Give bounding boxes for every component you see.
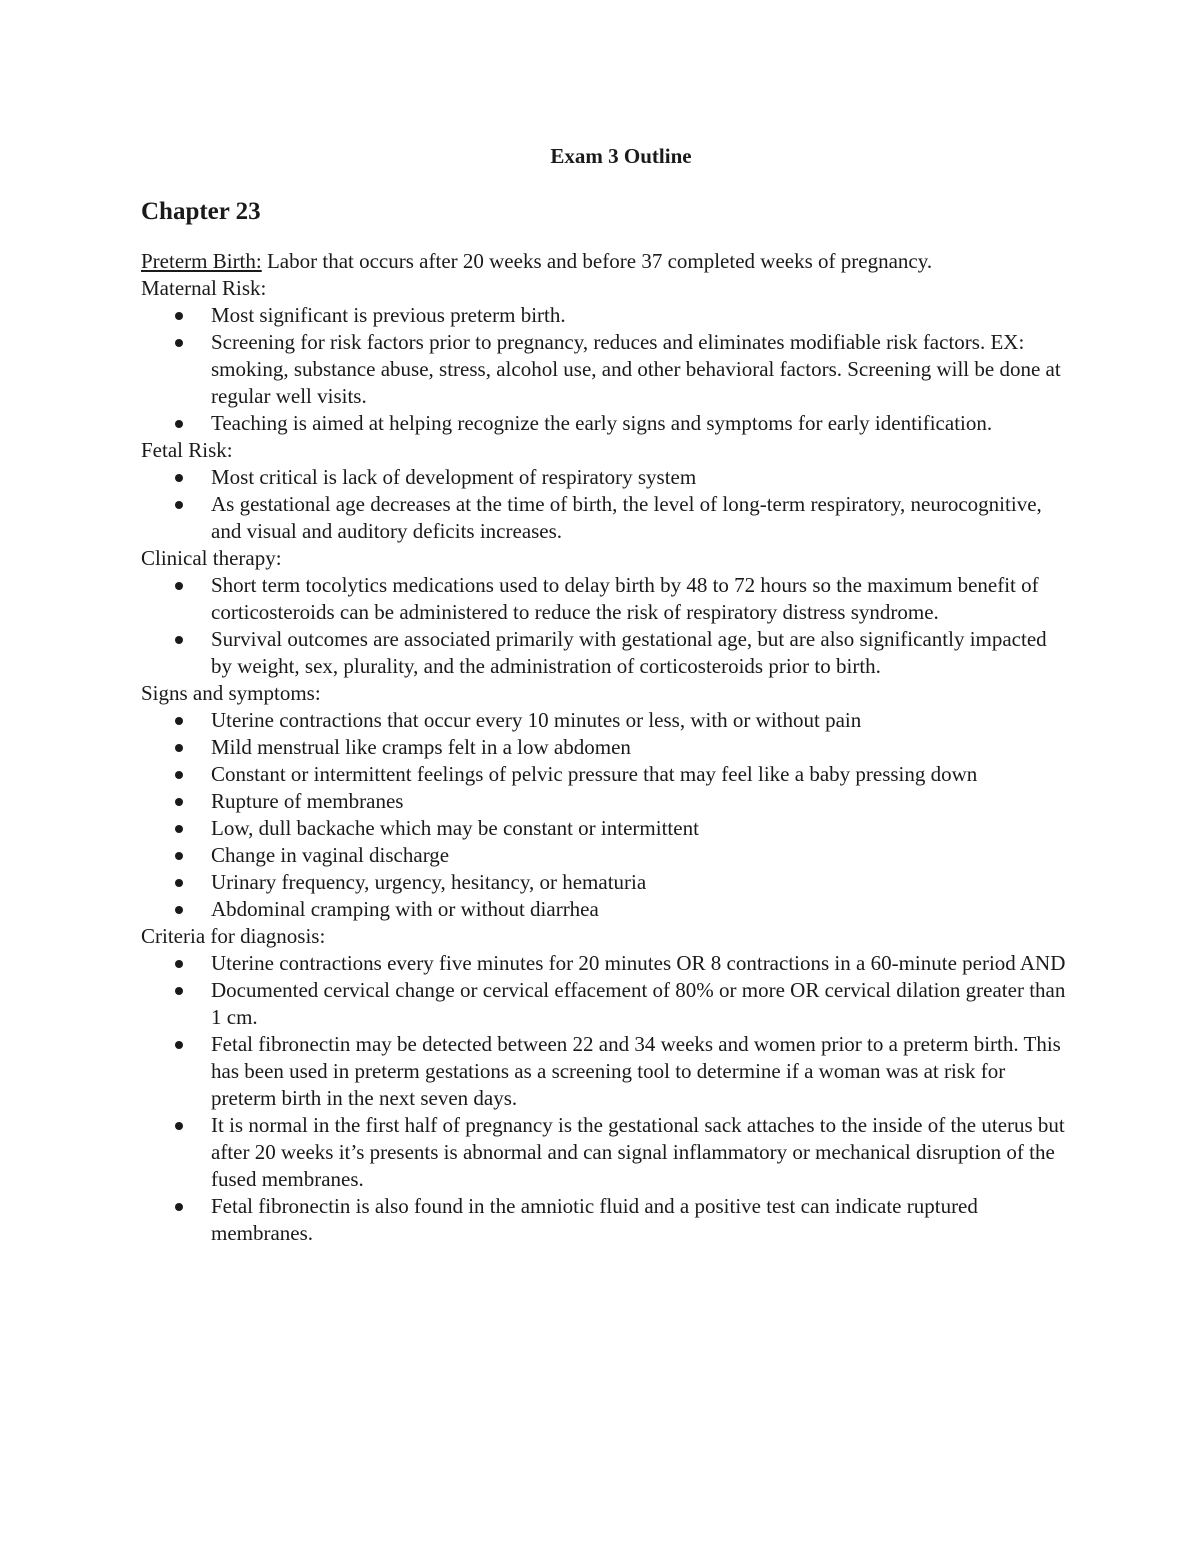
section-clinical-therapy [141,545,1071,680]
bullet-list [141,464,1071,545]
section-signs-and-symptoms [141,680,1071,923]
list-item: Fetal fibronectin is also found in the amniotic fluid and a positive test can indicate ruptured membranes. [141,1193,1071,1247]
list-item: Urinary frequency, urgency, hesitancy, or hematuria [141,869,1071,896]
list-item: Fetal fibronectin may be detected between 22 and 34 weeks and women prior to a preterm birth. This has been used in preterm gestations as a screening tool to determine if a woman was at risk for preterm birth in the next seven days. [141,1031,1071,1112]
list-item: As gestational age decreases at the time of birth, the level of long-term respiratory, neurocognitive, and visual and auditory deficits increases. [141,491,1071,545]
list-item: Most critical is lack of development of respiratory system [141,464,1071,491]
list-item: It is normal in the first half of pregnancy is the gestational sack attaches to the inside of the uterus but after 20 weeks it’s presents is abnormal and can signal inflammatory or mechanical disruption of the fused membranes. [141,1112,1071,1193]
section-heading: Clinical therapy: [141,546,282,570]
list-item: Documented cervical change or cervical effacement of 80% or more OR cervical dilation greater than 1 cm. [141,977,1071,1031]
intro-definition: Labor that occurs after 20 weeks and before 37 completed weeks of pregnancy. [261,249,933,273]
list-item: Change in vaginal discharge [141,842,1071,869]
list-item: Uterine contractions every five minutes for 20 minutes OR 8 contractions in a 60-minute period AND [141,950,1071,977]
section-fetal-risk [141,437,1071,545]
list-item: Abdominal cramping with or without diarrhea [141,896,1071,923]
intro-paragraph [141,248,1071,275]
list-item: Rupture of membranes [141,788,1071,815]
bullet-list [141,302,1071,437]
bullet-list [141,707,1071,923]
list-item: Screening for risk factors prior to pregnancy, reduces and eliminates modifiable risk factors. EX: smoking, substance abuse, stress, alcohol use, and other behavioral factors. Screening will be done at regular well visits. [141,329,1071,410]
list-item: Short term tocolytics medications used to delay birth by 48 to 72 hours so the maximum benefit of corticosteroids can be administered to reduce the risk of respiratory distress syndrome. [141,572,1071,626]
list-item: Most significant is previous preterm birth. [141,302,1071,329]
bullet-list [141,950,1071,1247]
section-heading: Maternal Risk: [141,276,267,300]
intro-term: Preterm Birth: [141,249,262,273]
list-item: Uterine contractions that occur every 10 minutes or less, with or without pain [141,707,1071,734]
chapter-heading: Chapter 23 [141,198,261,225]
list-item: Constant or intermittent feelings of pelvic pressure that may feel like a baby pressing down [141,761,1071,788]
section-heading: Criteria for diagnosis: [141,924,326,948]
list-item: Mild menstrual like cramps felt in a low abdomen [141,734,1071,761]
document-page [141,142,1071,1247]
section-criteria-for-diagnosis [141,923,1071,1247]
document-title: Exam 3 Outline [550,144,692,168]
list-item: Teaching is aimed at helping recognize the early signs and symptoms for early identification. [141,410,1071,437]
section-heading: Signs and symptoms: [141,681,321,705]
bullet-list [141,572,1071,680]
section-maternal-risk [141,275,1071,437]
list-item: Low, dull backache which may be constant or intermittent [141,815,1071,842]
list-item: Survival outcomes are associated primarily with gestational age, but are also significantly impacted by weight, sex, plurality, and the administration of corticosteroids prior to birth. [141,626,1071,680]
section-heading: Fetal Risk: [141,438,233,462]
